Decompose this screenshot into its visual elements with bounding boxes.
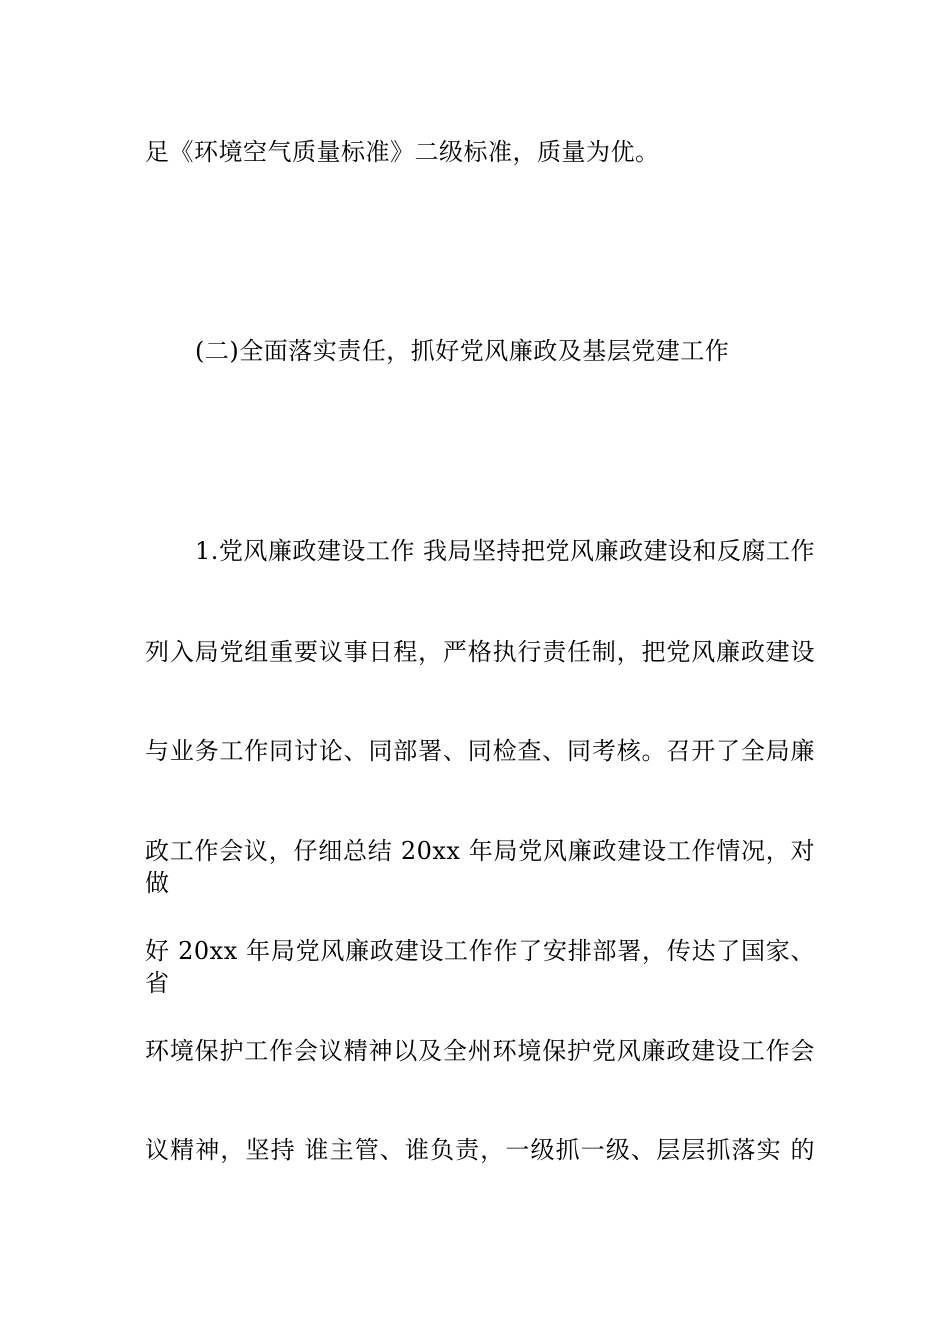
paragraph-line: 列入局党组重要议事日程，严格执行责任制，把党风廉政建设 (145, 638, 815, 666)
paragraph-line: 与业务工作同讨论、同部署、同检查、同考核。召开了全局廉 (145, 737, 815, 765)
paragraph-line: 环境保护工作会议精神以及全州环境保护党风廉政建设工作会 (145, 1037, 815, 1065)
paragraph-line: 好 20xx 年局党风廉政建设工作作了安排部署，传达了国家、省 (145, 937, 815, 997)
paragraph-line: 议精神，坚持 谁主管、谁负责，一级抓一级、层层抓落实 的 (145, 1136, 815, 1164)
paragraph-line: 1.党风廉政建设工作 我局坚持把党风廉政建设和反腐工作 (195, 537, 816, 565)
section-heading: (二)全面落实责任，抓好党风廉政及基层党建工作 (195, 337, 730, 365)
paragraph-line: 政工作会议，仔细总结 20xx 年局党风廉政建设工作情况，对做 (145, 837, 815, 897)
continuation-line: 足《环境空气质量标准》二级标准，质量为优。 (145, 138, 660, 166)
